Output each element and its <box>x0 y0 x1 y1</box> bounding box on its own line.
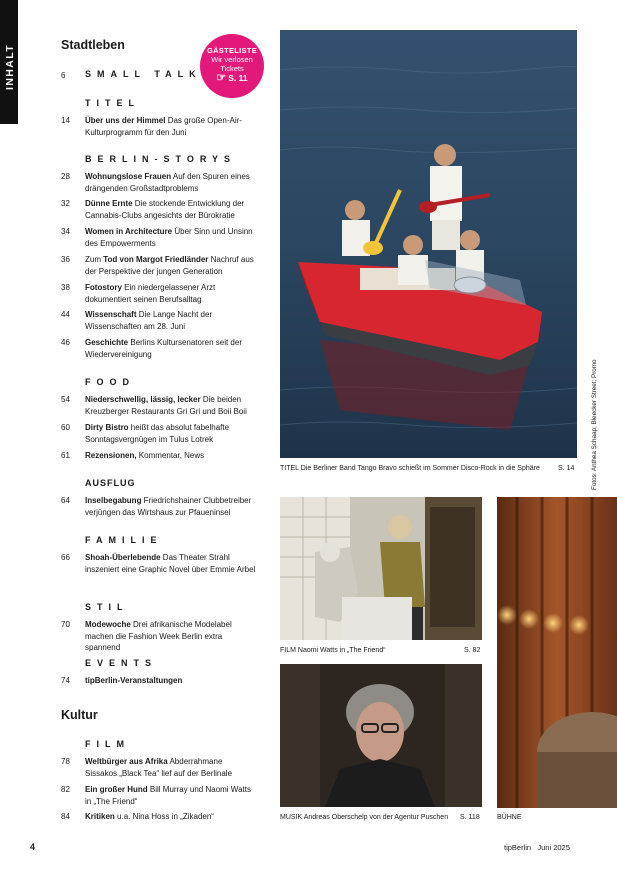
toc-entry-60[interactable] <box>61 422 256 445</box>
entry-pre: Zum <box>85 255 104 264</box>
entry-number: 44 <box>61 310 70 319</box>
entry-title: Tod von Margot Friedländer <box>103 255 209 264</box>
entry-text: u.a. Nina Hoss in „Zikaden“ <box>114 812 214 821</box>
entry-title: Kritiken <box>85 812 115 821</box>
entry-text: Auf den Spuren eines drängenden Großstadtproblems <box>85 172 250 193</box>
entry-number: 36 <box>61 255 70 264</box>
caption-musik-page: S. 118 <box>460 814 480 821</box>
entry-text: Die Lange Nacht der Wissenschaften am 28. Juni <box>85 310 213 331</box>
entry-title: Inselbegabung <box>85 496 142 505</box>
toc-entry-82[interactable] <box>61 784 256 807</box>
entry-text: Die beiden Kreuzberger Restaurants Gri Gri und Boii Boii <box>85 395 247 416</box>
category-smalltalk: SMALL TALK <box>85 69 202 79</box>
category-ausflug: AUSFLUG <box>85 478 136 488</box>
badge-page <box>200 74 264 83</box>
toc-entry-44[interactable] <box>61 309 256 332</box>
side-tab <box>0 0 18 124</box>
category-titel: TITEL <box>85 98 140 108</box>
entry-text: Über Sinn und Unsinn des Empowerments <box>85 227 253 248</box>
caption-film: FILM Naomi Watts in „The Friend“ <box>280 647 386 654</box>
category-food: FOOD <box>85 377 135 387</box>
caption-buehne: BÜHNE <box>497 814 522 821</box>
entry-title: Dirty Bistro <box>85 423 129 432</box>
entry-number: 46 <box>61 338 70 347</box>
category-events: EVENTS <box>85 658 158 668</box>
entry-text: Das Theater Strahl inszeniert eine Graphic Novel über Emmie Arbel <box>85 553 256 574</box>
boat-illustration <box>280 30 577 458</box>
buehne-photo[interactable] <box>497 497 617 808</box>
entry-number: 28 <box>61 172 70 181</box>
gaesteliste-badge[interactable] <box>200 34 264 98</box>
film-illustration <box>280 497 482 640</box>
entry-number: 34 <box>61 227 70 236</box>
entry-text: Das große Open-Air-Kulturprogramm für den Juni <box>85 116 242 137</box>
entry-number: 32 <box>61 199 70 208</box>
entry-text: Kommentar, News <box>136 451 205 460</box>
page-number: 4 <box>30 842 36 852</box>
category-familie: FAMILIE <box>85 535 163 545</box>
entry-number: 78 <box>61 757 70 766</box>
entry-number: 14 <box>61 116 70 125</box>
entry-number: 60 <box>61 423 70 432</box>
entry-text: heißt das absolut fabelhafte Sonntagsvergnügen im Tulus Lotrek <box>85 423 230 444</box>
entry-number: 74 <box>61 676 70 685</box>
caption-titel: TITEL Die Berliner Band Tango Bravo schießt im Sommer Disco-Rock in die Sphäre <box>280 465 540 472</box>
entry-title: Ein großer Hund <box>85 785 148 794</box>
caption-musik: MUSIK Andreas Oberschelp von der Agentur Puschen <box>280 814 449 821</box>
pointing-hand-icon: ☞ <box>216 72 227 84</box>
toc-entry-70[interactable] <box>61 619 256 654</box>
entry-number: 61 <box>61 451 70 460</box>
badge-page-label: S. 11 <box>228 73 248 83</box>
toc-entry-28[interactable] <box>61 171 256 194</box>
entry-title: Wissenschaft <box>85 310 137 319</box>
titel-photo-band-boat[interactable] <box>280 30 577 458</box>
entry-title: Über uns der Himmel <box>85 116 166 125</box>
category-stil: STIL <box>85 602 129 612</box>
toc-entry-78[interactable] <box>61 756 256 779</box>
musik-illustration <box>280 664 482 807</box>
category-film: FILM <box>85 739 130 749</box>
entry-title: Wohnungslose Frauen <box>85 172 172 181</box>
toc-entry-64[interactable] <box>61 495 256 518</box>
photo-credit: Fotos: Anthea Schaap; Bleecker Street; Promo <box>591 359 598 490</box>
footer-issue: tipBerlin Juni 2025 <box>504 843 570 852</box>
entry-title: Weltbürger aus Afrika <box>85 757 168 766</box>
entry-number: 64 <box>61 496 70 505</box>
entry-number: 70 <box>61 620 70 629</box>
toc-entry-54[interactable] <box>61 394 256 417</box>
entry-text: Die stockende Entwicklung der Cannabis-Clubs angesichts der Bürokratie <box>85 199 245 220</box>
entry-title: Rezensionen, <box>85 451 137 460</box>
entry-title: Modewoche <box>85 620 131 629</box>
entry-title: Geschichte <box>85 338 129 347</box>
badge-line2: Tickets <box>220 64 244 73</box>
entry-number: 82 <box>61 785 70 794</box>
entry-number: 84 <box>61 812 70 821</box>
film-photo[interactable] <box>280 497 482 640</box>
section-kultur: Kultur <box>61 708 98 722</box>
section-stadtleben: Stadtleben <box>61 38 125 52</box>
side-tab-label: INHALT <box>4 43 16 90</box>
toc-entry-34[interactable] <box>61 226 256 249</box>
toc-entry-14[interactable] <box>61 115 256 138</box>
category-berlinstorys: BERLIN-STORYS <box>85 154 237 164</box>
toc-entry-84[interactable] <box>61 811 256 823</box>
toc-entry-36[interactable] <box>61 254 256 277</box>
toc-entry-46[interactable] <box>61 337 256 360</box>
buehne-illustration <box>497 497 617 808</box>
entry-number: 54 <box>61 395 70 404</box>
caption-film-page: S. 82 <box>464 647 481 654</box>
entry-text: Abderrahmane Sissakos „Black Tea“ lief auf der Berlinale <box>85 757 233 778</box>
entry-text: Berlins Kultursenatoren seit der Wiedervereinigung <box>85 338 242 359</box>
toc-entry-66[interactable] <box>61 552 256 575</box>
entry-text: Ein niedergelassener Arzt dokumentiert seinen Berufsalltag <box>85 283 216 304</box>
entry-text: Drei afrikanische Modelabel machen die Fashion Week Berlin extra spannend <box>85 620 232 652</box>
toc-entry-74[interactable] <box>61 675 256 687</box>
badge-line1: Wir verlosen <box>211 55 253 64</box>
entry-title: Niederschwellig, lässig, lecker <box>85 395 201 404</box>
musik-photo[interactable] <box>280 664 482 807</box>
toc-entry-61[interactable] <box>61 450 256 462</box>
badge-title: GÄSTELISTE <box>206 46 258 55</box>
entry-text: Bill Murray und Naomi Watts in „The Friend“ <box>85 785 251 806</box>
entry-title: Dünne Ernte <box>85 199 133 208</box>
entry-title: Shoah-Überlebende <box>85 553 161 562</box>
entry-number: 38 <box>61 283 70 292</box>
caption-titel-page: S. 14 <box>558 465 575 472</box>
entry-title: Women in Architecture <box>85 227 173 236</box>
entry-number: 66 <box>61 553 70 562</box>
toc-entry-38[interactable] <box>61 282 256 305</box>
entry-title: tipBerlin-Veranstaltungen <box>85 676 183 685</box>
entry-title: Fotostory <box>85 283 122 292</box>
toc-entry-32[interactable] <box>61 198 256 221</box>
entry-text: Nachruf aus der Perspektive der jungen Generation <box>85 255 254 276</box>
entry-number: 6 <box>61 71 66 80</box>
entry-text: Friedrichshainer Clubbetreiber verjüngen das Wirtshaus zur Pfaueninsel <box>85 496 252 517</box>
